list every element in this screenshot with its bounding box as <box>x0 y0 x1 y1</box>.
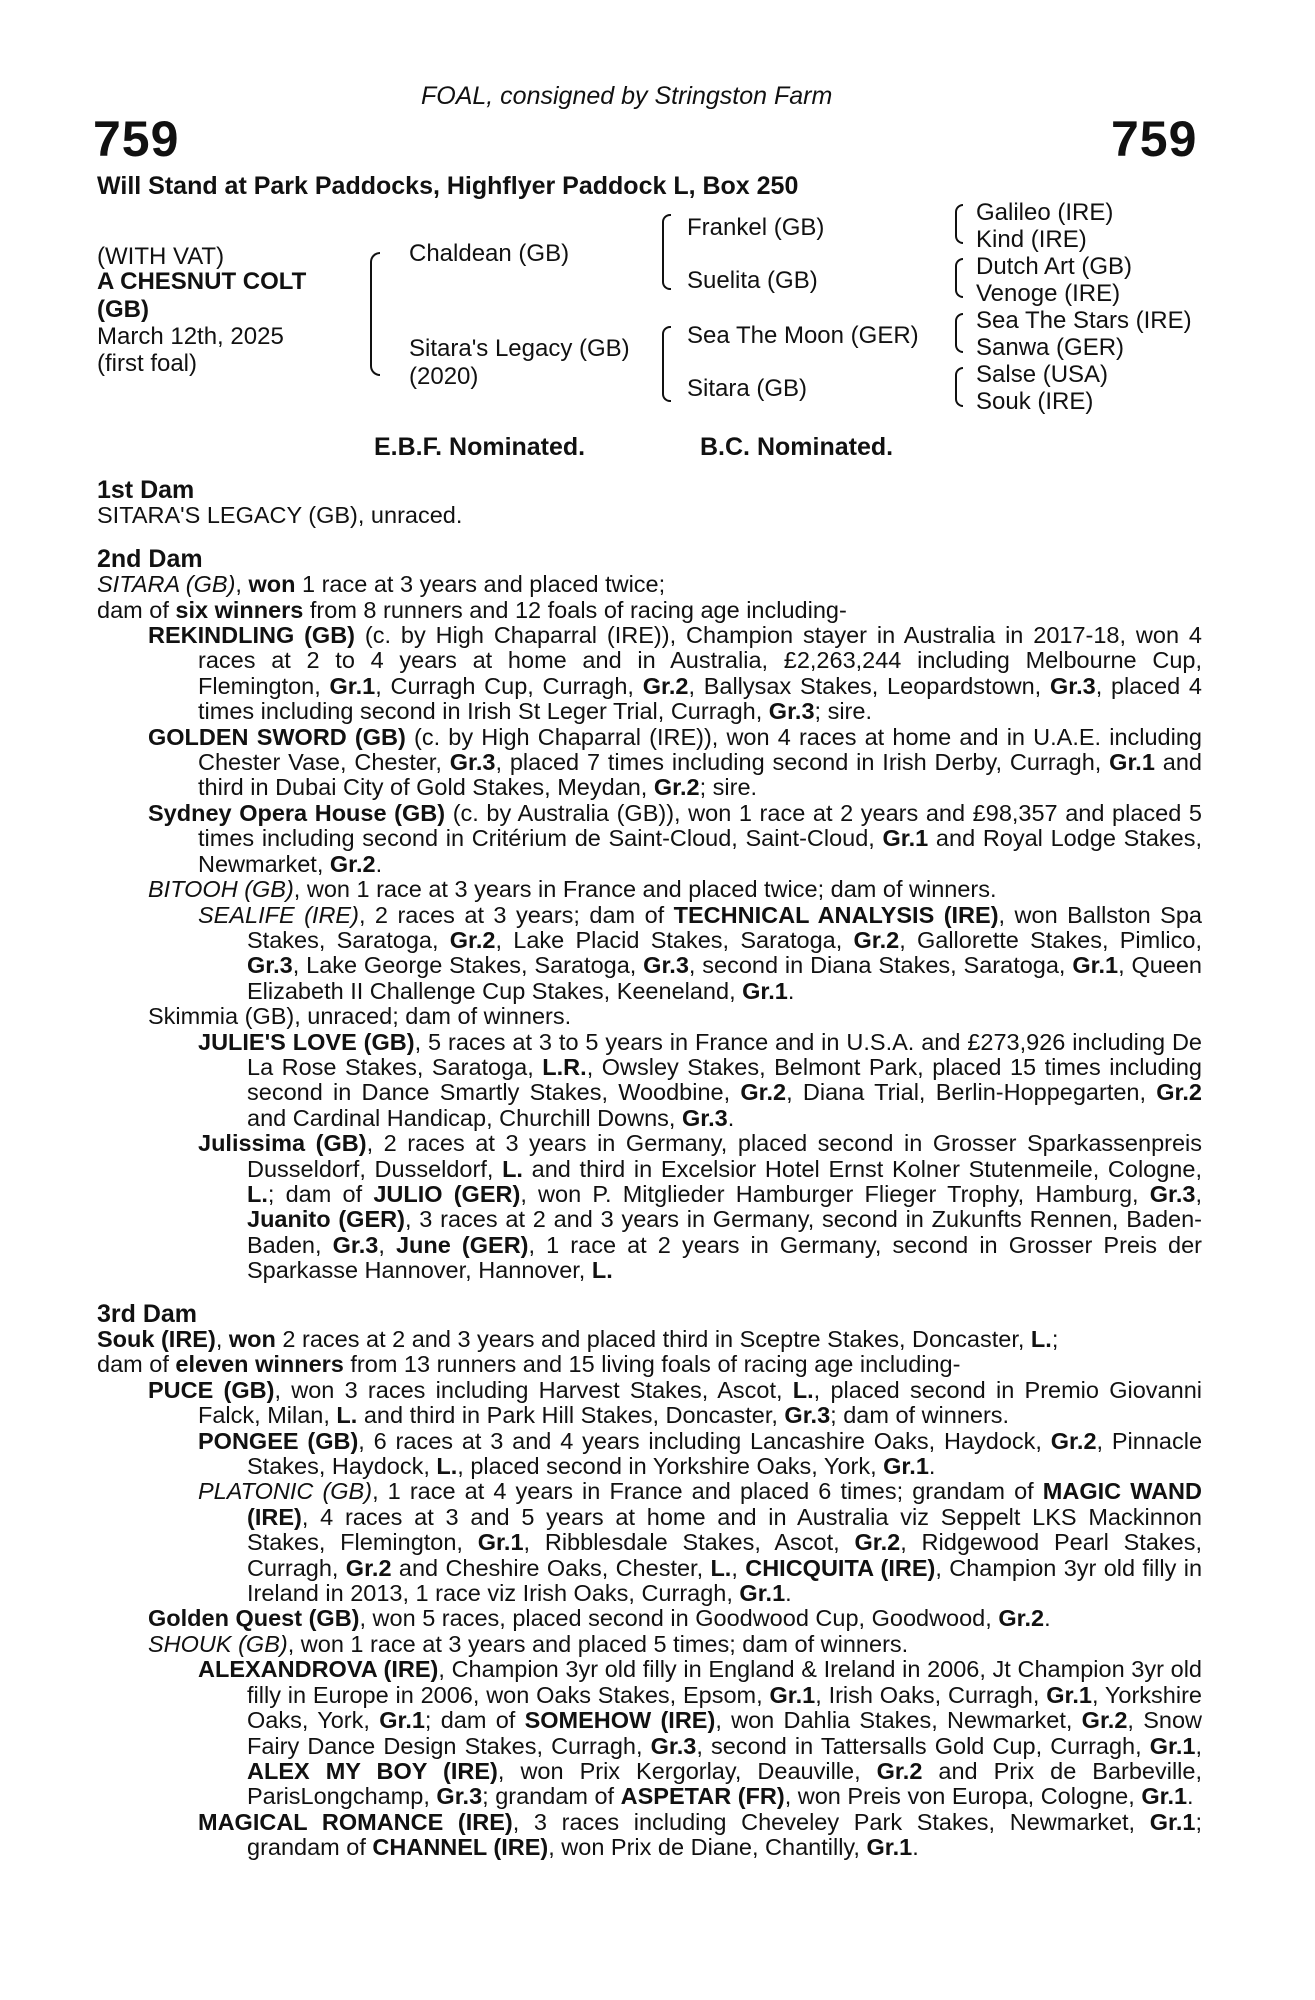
second-dam-heading: 2nd Dam <box>97 544 203 573</box>
produce-magical-romance: MAGICAL ROMANCE (IRE), 3 races including Cheveley Park Stakes, Newmarket, Gr.1; grandam of CHANNEL (IRE), won Prix de Diane, Chantilly, Gr.1. <box>198 1808 1202 1861</box>
third-dam-intro: Souk (IRE), won 2 races at 2 and 3 years and placed third in Sceptre Stakes, Doncaster, L.; dam of eleven winners from 13 runners and 15 living foals of racing age including- <box>97 1326 1059 1378</box>
ggp-3: Dutch Art (GB) <box>976 253 1133 280</box>
lot-number-left: 759 <box>93 111 180 167</box>
produce-sealife: SEALIFE (IRE), 2 races at 3 years; dam of TECHNICAL ANALYSIS (IRE), won Ballston Spa Stakes, Saratoga, Gr.2, Lake Placid Stakes, Saratoga, Gr.2, Gallorette Stakes, Pimlico, Gr.3, Lake George Stakes, Saratoga, Gr.3, second in Diana Stakes, Saratoga, Gr.1, Queen Elizabeth II Challenge Cup Stakes, Keeneland, Gr.1. <box>198 901 1203 1004</box>
produce-sydney-opera-house: Sydney Opera House (GB) (c. by Australia (GB)), won 1 race at 2 years and £98,357 and placed 5 times including second in Critérium de Saint-Cloud, Saint-Cloud, Gr.1 and Royal Lodge Stakes, Newmarket, Gr.2. <box>148 799 1202 877</box>
vat-note: (WITH VAT) <box>97 243 225 270</box>
produce-rekindling: REKINDLING (GB) (c. by High Chaparral (IRE)), Champion stayer in Australia in 2017-18, won 4 races at 2 to 4 years at home and in Australia, £2,263,244 including Melbourne Cup, Flemington, Gr.1, Curragh Cup, Curragh, Gr.2, Ballysax Stakes, Leopardstown, Gr.3, placed 4 times including second in Irish St Leger Trial, Curragh, Gr.3; sire. <box>148 622 1203 725</box>
produce-golden-quest: Golden Quest (GB), won 5 races, placed second in Goodwood Cup, Goodwood, Gr.2. <box>148 1605 1051 1632</box>
foaling-date: March 12th, 2025 <box>97 323 284 350</box>
produce-julies-love: JULIE'S LOVE (GB), 5 races at 3 to 5 years in France and in U.S.A. and £273,926 including De La Rose Stakes, Saratoga, L.R., Owsley Stakes, Belmont Park, placed 15 times including second in Dance Smartly Stakes, Woodbine, Gr.2, Diana Trial, Berlin-Hoppegarten, Gr.2 and Cardinal Handicap, Churchill Downs, Gr.3. <box>198 1028 1202 1131</box>
produce-julissima: Julissima (GB), 2 races at 3 years in Germany, placed second in Grosser Sparkassenpreis Dusseldorf, Dusseldorf, L. and third in Excelsior Hotel Ernst Kolner Stutenmeile, Cologne, L.; dam of JULIO (GER), won P. Mitglieder Hamburger Flieger Trophy, Hamburg, Gr.3, Juanito (GER), 3 races at 2 and 3 years in Germany, second in Zukunfts Rennen, Baden-Baden, Gr.3, June (GER), 1 race at 2 years in Germany, second in Grosser Preis der Sparkasse Hannover, Hannover, L. <box>198 1130 1203 1284</box>
pedigree-bracket-main <box>370 252 380 376</box>
lot-number-right: 759 <box>1111 111 1198 167</box>
sire: Chaldean (GB) <box>409 240 570 267</box>
foal-description-country: (GB) <box>97 296 149 323</box>
sire-sire: Frankel (GB) <box>687 214 825 241</box>
produce-platonic: PLATONIC (GB), 1 race at 4 years in France and placed 6 times; grandam of MAGIC WAND (IRE), 4 races at 3 and 5 years at home and in Australia viz Seppelt LKS Mackinnon Stakes, Flemington, Gr.1, Ribblesdale Stakes, Ascot, Gr.2, Ridgewood Pearl Stakes, Curragh, Gr.2 and Cheshire Oaks, Chester, L., CHICQUITA (IRE), Champion 3yr old filly in Ireland in 2013, 1 race viz Irish Oaks, Curragh, Gr.1. <box>198 1478 1203 1607</box>
third-dam-heading: 3rd Dam <box>97 1299 198 1328</box>
consignment-line: FOAL, consigned by Stringston Farm <box>421 82 833 110</box>
ggp-8: Souk (IRE) <box>976 388 1094 415</box>
first-dam-text: SITARA'S LEGACY (GB), unraced. <box>97 502 463 529</box>
ggp-1: Galileo (IRE) <box>976 199 1114 226</box>
ggp-2: Kind (IRE) <box>976 226 1087 253</box>
bc-nominated: B.C. Nominated. <box>700 433 894 461</box>
catalogue-body <box>97 478 1202 1861</box>
ggp-6: Sanwa (GER) <box>976 334 1125 361</box>
foal-note: (first foal) <box>97 350 198 377</box>
sire-dam: Suelita (GB) <box>687 267 818 294</box>
ggp-7: Salse (USA) <box>976 361 1109 388</box>
dam-dam: Sitara (GB) <box>687 375 808 402</box>
pedigree-bracket-gg2 <box>955 258 963 298</box>
dam: Sitara's Legacy (GB) <box>409 335 630 362</box>
first-dam-heading: 1st Dam <box>97 476 195 504</box>
pedigree-bracket-gg1 <box>955 204 963 244</box>
produce-golden-sword: GOLDEN SWORD (GB) (c. by High Chaparral (IRE)), won 4 races at home and in U.A.E. including Chester Vase, Chester, Gr.3, placed 7 times including second in Irish Derby, Curragh, Gr.1 and third in Dubai City of Gold Stakes, Meydan, Gr.2; sire. <box>148 723 1202 801</box>
dam-year: (2020) <box>409 363 479 390</box>
pedigree-bracket-gg4 <box>955 367 963 407</box>
produce-shouk: SHOUK (GB), won 1 race at 3 years and placed 5 times; dam of winners. <box>148 1630 909 1657</box>
pedigree-bracket-dam <box>662 326 671 402</box>
dam-sire: Sea The Moon (GER) <box>687 322 919 349</box>
produce-pongee: PONGEE (GB), 6 races at 3 and 4 years including Lancashire Oaks, Haydock, Gr.2, Pinnacle Stakes, Haydock, L., placed second in Yorkshire Oaks, York, Gr.1. <box>198 1427 1203 1480</box>
produce-bitooh: BITOOH (GB), won 1 race at 3 years in France and placed twice; dam of winners. <box>148 876 997 903</box>
second-dam-intro: SITARA (GB), won 1 race at 3 years and placed twice; dam of six winners from 8 runners and 12 foals of racing age including- <box>97 571 847 623</box>
pedigree-bracket-gg3 <box>955 313 963 353</box>
foal-description: A CHESNUT COLT <box>97 268 307 295</box>
ebf-nominated: E.B.F. Nominated. <box>374 433 586 461</box>
produce-puce: PUCE (GB), won 3 races including Harvest Stakes, Ascot, L., placed second in Premio Giovanni Falck, Milan, L. and third in Park Hill Stakes, Doncaster, Gr.3; dam of winners. <box>148 1376 1202 1429</box>
ggp-4: Venoge (IRE) <box>976 280 1121 307</box>
pedigree-bracket-sire <box>662 214 671 290</box>
produce-skimmia: Skimmia (GB), unraced; dam of winners. <box>148 1003 572 1030</box>
ggp-5: Sea The Stars (IRE) <box>976 307 1192 334</box>
produce-alexandrova: ALEXANDROVA (IRE), Champion 3yr old filly in England & Ireland in 2006, Jt Champion 3yr old filly in Europe in 2006, won Oaks Stakes, Epsom, Gr.1, Irish Oaks, Curragh, Gr.1, Yorkshire Oaks, York, Gr.1; dam of SOMEHOW (IRE), won Dahlia Stakes, Newmarket, Gr.2, Snow Fairy Dance Design Stakes, Curragh, Gr.3, second in Tattersalls Gold Cup, Curragh, Gr.1, ALEX MY BOY (IRE), won Prix Kergorlay, Deauville, Gr.2 and Prix de Barbeville, ParisLongchamp, Gr.3; grandam of ASPETAR (FR), won Preis von Europa, Cologne, Gr.1. <box>198 1656 1203 1810</box>
stand-location: Will Stand at Park Paddocks, Highflyer Paddock L, Box 250 <box>97 172 799 200</box>
